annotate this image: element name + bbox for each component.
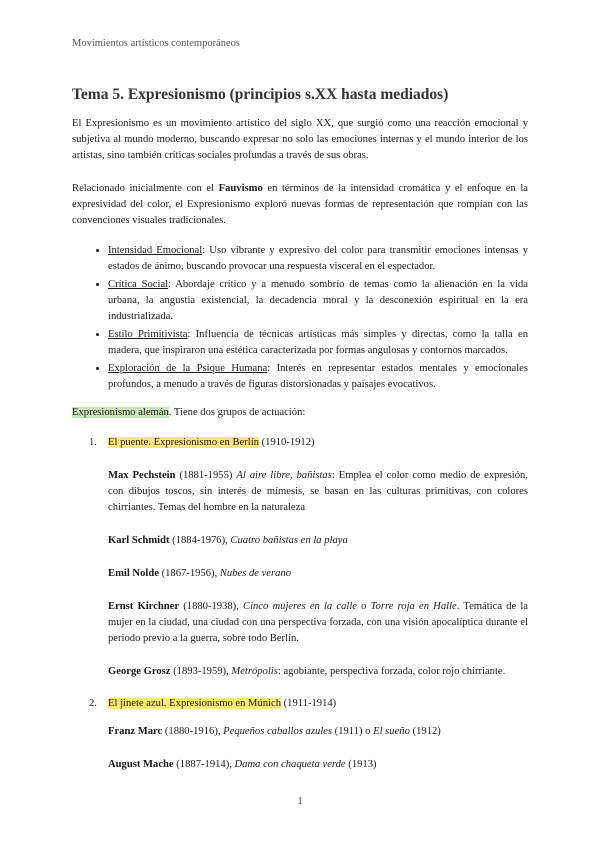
intro-paragraph: El Expresionismo es un movimiento artístico del siglo XX, que surgió como una reacción emocional y subjetiva al mundo moderno, buscando expresar no solo las emociones internas y el mundo interior de los artistas, sino también críticas sociales profundas a través de sus obras. xyxy=(72,118,528,161)
artist-name: Karl Schmidt xyxy=(108,535,170,546)
group-dates: (1911-1914) xyxy=(281,698,337,709)
artist-entry xyxy=(108,533,528,549)
bullet-term: Exploración de la Psique Humana xyxy=(108,363,268,374)
fauvism-paragraph xyxy=(72,181,528,229)
artist-description: (1912) xyxy=(409,726,441,737)
list-item xyxy=(108,327,528,359)
page-number: 1 xyxy=(297,796,303,807)
group-dates: (1910-1912) xyxy=(258,437,315,448)
artwork-title: Metrópolis xyxy=(231,666,278,677)
artist-name: Emil Nolde xyxy=(108,568,159,579)
list-item xyxy=(108,243,528,275)
artist-description: : agobiante, perspectiva forzada, color rojo chirriante. xyxy=(277,666,506,677)
group-number: 2. xyxy=(89,698,97,709)
fauvism-term: Fauvismo xyxy=(218,183,263,194)
artist-entry xyxy=(108,664,528,680)
characteristics-list xyxy=(72,243,528,393)
group-heading xyxy=(72,435,528,451)
artist-name: Max Pechstein xyxy=(108,470,176,481)
artist-description: (1913) xyxy=(345,759,377,770)
list-item xyxy=(108,361,528,393)
bullet-term: Crítica Social xyxy=(108,279,169,290)
artist-entry xyxy=(108,724,528,740)
group-name-highlight: El puente. Expresionismo en Berlín xyxy=(108,437,259,448)
artist-connector: (1911) o xyxy=(332,726,374,737)
artwork-title: Al aire libre, bañistas xyxy=(236,470,332,481)
bullet-text: : Uso vibrante y expresivo del color para transmitir emociones intensas y estados de ánimo, buscando provocar una respuesta visceral en el espectador. xyxy=(108,245,528,272)
group-number: 1. xyxy=(89,437,97,448)
artist-entry xyxy=(108,757,528,773)
artist-dates: (1884-1976), xyxy=(169,535,231,546)
artist-entry xyxy=(108,599,528,647)
document-body xyxy=(72,116,528,773)
artist-entry xyxy=(108,566,528,582)
artist-dates: (1880-1916), xyxy=(162,726,224,737)
highlight-german-expressionism: Expresionismo alemán xyxy=(72,407,169,418)
artist-entry xyxy=(108,468,528,516)
artwork-title: Pequeños caballos azules xyxy=(223,726,333,737)
artwork-title: Torre roja en Halle xyxy=(370,601,457,612)
artist-connector: o xyxy=(357,601,371,612)
fauvism-post: en términos de la intensidad cromática y el enfoque en la expresividad del color, el Expresionismo exploró nuevas formas de representación que rompían con las convenciones visuales tradicionales. xyxy=(72,183,529,226)
bullet-term: Intensidad Emocional xyxy=(108,245,203,256)
artwork-title: Cuatro bañistas en la playa xyxy=(230,535,348,546)
group-name-highlight: El jinete azul. Expresionismo en Múnich xyxy=(108,698,281,709)
artwork-title: Cinco mujeres en la calle xyxy=(243,601,357,612)
bullet-text: : Abordaje crítico y a menudo sombrío de temas como la alienación en la vida urbana, la angustia existencial, la decadencia moral y la desconexión espiritual en la era industrializada. xyxy=(108,279,528,322)
artist-description: . Temática de la mujer en la ciudad, una ciudad con una perspectiva forzada, con una visión apocalíptica durante el periodo previo a la guerra, sobre todo Berlín. xyxy=(108,601,529,644)
group-heading xyxy=(72,696,528,712)
artist-name: August Mache xyxy=(108,759,174,770)
artist-dates: (1867-1956), xyxy=(158,568,220,579)
section-title: Tema 5. Expresionismo (principios s.XX hasta mediados) xyxy=(72,86,449,103)
artist-name: George Grosz xyxy=(108,666,171,677)
artist-name: Franz Marc xyxy=(108,726,163,737)
artist-dates: (1881-1955) xyxy=(175,470,237,481)
artist-name: Ernst Kirchner xyxy=(108,601,180,612)
artist-dates: (1887-1914), xyxy=(173,759,235,770)
artist-dates: (1893-1959), xyxy=(170,666,232,677)
bullet-text: : Influencia de técnicas artísticas más simples y directas, como la talla en madera, que inspiraron una estética caracterizada por formas angulosas y contornos marcados. xyxy=(108,329,529,356)
artwork-title: Nubes de verano xyxy=(219,568,292,579)
list-item xyxy=(108,277,528,325)
artwork-title: Dama con chaqueta verde xyxy=(234,759,346,770)
bullet-text: : Interés en representar estados mentales y emocionales profundos, a menudo a través de figuras distorsionadas y paisajes evocativos. xyxy=(108,363,528,390)
artist-description: : Emplea el color como medio de expresión, con dibujos toscos, sin interés de mímesis, se basan en las culturas primitivas, con colores chirriantes. Temas del hombre en la naturaleza xyxy=(108,470,528,513)
artist-dates: (1880-1938), xyxy=(179,601,244,612)
bullet-term: Estilo Primitivista xyxy=(108,329,188,340)
running-header: Movimientos artísticos contemporáneos xyxy=(72,38,240,49)
german-expressionism-line xyxy=(72,405,528,421)
artwork-title: El sueño xyxy=(373,726,410,737)
fauvism-pre: Relacionado inicialmente con el xyxy=(72,183,219,194)
german-expressionism-text: . Tiene dos grupos de actuación: xyxy=(168,407,306,418)
